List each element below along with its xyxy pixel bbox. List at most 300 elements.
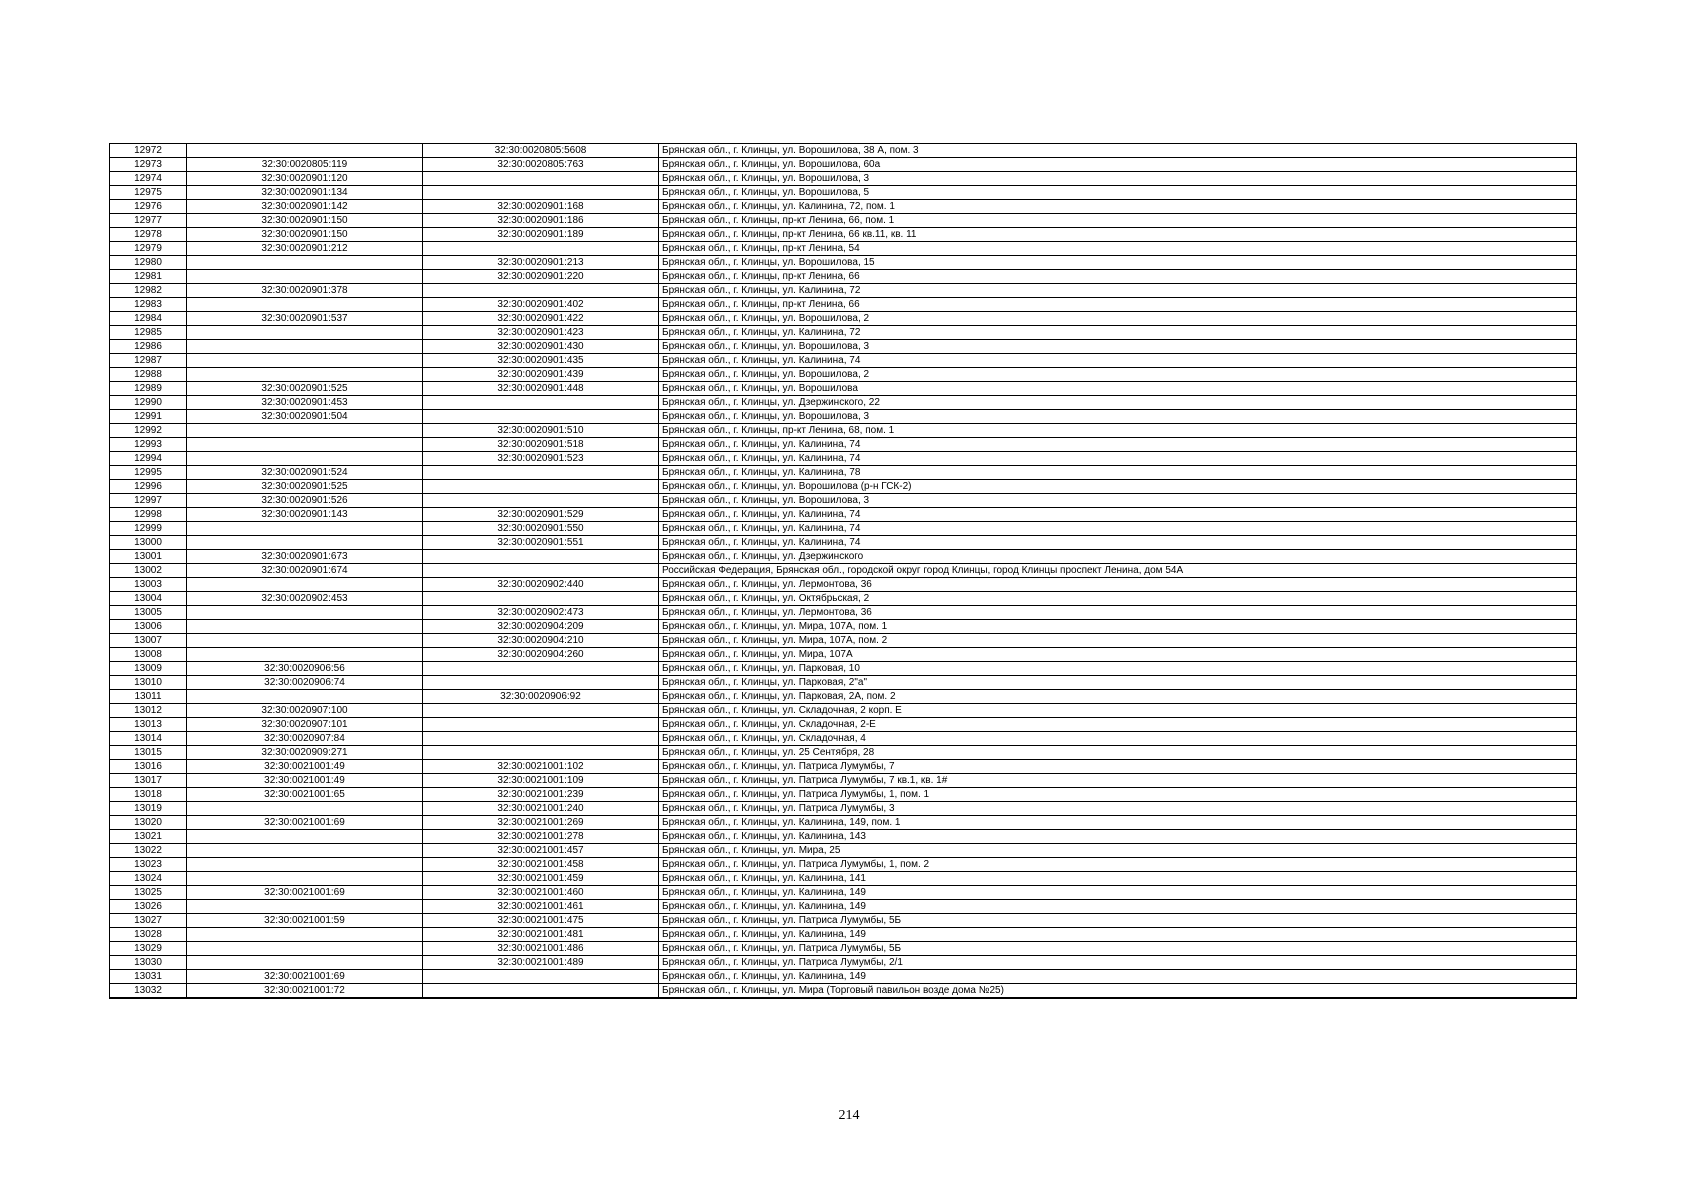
row-number-cell: 12999 xyxy=(110,522,187,536)
cadastral-number-cell: 32:30:0020901:453 xyxy=(187,396,423,410)
cadastral-number-cell: 32:30:0020902:453 xyxy=(187,592,423,606)
cadastral-number-cell xyxy=(187,830,423,844)
address-cell: Брянская обл., г. Клинцы, ул. Калинина, 149 xyxy=(659,900,1577,914)
building-cadastral-number-cell: 32:30:0021001:461 xyxy=(423,900,659,914)
cadastral-number-cell: 32:30:0021001:59 xyxy=(187,914,423,928)
address-cell: Брянская обл., г. Клинцы, ул. Лермонтова, 36 xyxy=(659,606,1577,620)
address-cell: Брянская обл., г. Клинцы, ул. Калинина, 149, пом. 1 xyxy=(659,816,1577,830)
address-cell: Брянская обл., г. Клинцы, ул. Парковая, 10 xyxy=(659,662,1577,676)
cadastral-number-cell: 32:30:0020909:271 xyxy=(187,746,423,760)
address-cell: Брянская обл., г. Клинцы, ул. Калинина, 74 xyxy=(659,354,1577,368)
row-number-cell: 13009 xyxy=(110,662,187,676)
cadastral-number-cell: 32:30:0020901:525 xyxy=(187,382,423,396)
row-number-cell: 13000 xyxy=(110,536,187,550)
building-cadastral-number-cell xyxy=(423,564,659,578)
row-number-cell: 13031 xyxy=(110,970,187,984)
address-cell: Брянская обл., г. Клинцы, ул. Ворошилова, 38 А, пом. 3 xyxy=(659,144,1577,158)
cadastral-number-cell: 32:30:0020901:150 xyxy=(187,214,423,228)
address-cell: Брянская обл., г. Клинцы, ул. Патриса Лумумбы, 5Б xyxy=(659,914,1577,928)
cadastral-number-cell: 32:30:0020906:74 xyxy=(187,676,423,690)
address-cell: Брянская обл., г. Клинцы, ул. Патриса Лумумбы, 7 xyxy=(659,760,1577,774)
building-cadastral-number-cell: 32:30:0020901:213 xyxy=(423,256,659,270)
table-row xyxy=(110,788,1577,802)
building-cadastral-number-cell: 32:30:0020901:220 xyxy=(423,270,659,284)
building-cadastral-number-cell xyxy=(423,662,659,676)
building-cadastral-number-cell: 32:30:0020901:402 xyxy=(423,298,659,312)
row-number-cell: 12973 xyxy=(110,158,187,172)
cadastral-number-cell xyxy=(187,522,423,536)
building-cadastral-number-cell: 32:30:0020901:523 xyxy=(423,452,659,466)
building-cadastral-number-cell: 32:30:0020901:551 xyxy=(423,536,659,550)
address-cell: Брянская обл., г. Клинцы, ул. Патриса Лумумбы, 7 кв.1, кв. 1# xyxy=(659,774,1577,788)
table-row xyxy=(110,480,1577,494)
table-row xyxy=(110,298,1577,312)
address-cell: Брянская обл., г. Клинцы, ул. Складочная, 4 xyxy=(659,732,1577,746)
table-row xyxy=(110,872,1577,886)
address-cell: Брянская обл., г. Клинцы, ул. Калинина, 74 xyxy=(659,452,1577,466)
cadastral-number-cell: 32:30:0020901:212 xyxy=(187,242,423,256)
cadastral-number-cell: 32:30:0020901:150 xyxy=(187,228,423,242)
table-row xyxy=(110,830,1577,844)
cadastral-number-cell: 32:30:0020901:537 xyxy=(187,312,423,326)
building-cadastral-number-cell: 32:30:0020901:439 xyxy=(423,368,659,382)
building-cadastral-number-cell xyxy=(423,242,659,256)
table-row xyxy=(110,186,1577,200)
row-number-cell: 13019 xyxy=(110,802,187,816)
table-row xyxy=(110,984,1577,999)
cadastral-number-cell: 32:30:0021001:69 xyxy=(187,886,423,900)
cadastral-number-cell: 32:30:0020901:674 xyxy=(187,564,423,578)
cadastral-number-cell xyxy=(187,438,423,452)
address-cell: Брянская обл., г. Клинцы, пр-кт Ленина, 68, пом. 1 xyxy=(659,424,1577,438)
building-cadastral-number-cell: 32:30:0021001:489 xyxy=(423,956,659,970)
row-number-cell: 12977 xyxy=(110,214,187,228)
address-cell: Брянская обл., г. Клинцы, ул. Складочная, 2-Е xyxy=(659,718,1577,732)
cadastral-number-cell xyxy=(187,942,423,956)
building-cadastral-number-cell: 32:30:0020805:763 xyxy=(423,158,659,172)
building-cadastral-number-cell: 32:30:0020901:186 xyxy=(423,214,659,228)
building-cadastral-number-cell: 32:30:0020901:435 xyxy=(423,354,659,368)
row-number-cell: 12984 xyxy=(110,312,187,326)
building-cadastral-number-cell: 32:30:0020901:510 xyxy=(423,424,659,438)
address-cell: Брянская обл., г. Клинцы, ул. Калинина, 74 xyxy=(659,438,1577,452)
cadastral-number-cell xyxy=(187,354,423,368)
table-row xyxy=(110,704,1577,718)
address-cell: Брянская обл., г. Клинцы, ул. 25 Сентября, 28 xyxy=(659,746,1577,760)
table-row xyxy=(110,438,1577,452)
table-row xyxy=(110,536,1577,550)
address-cell: Брянская обл., г. Клинцы, ул. Складочная, 2 корп. Е xyxy=(659,704,1577,718)
table-row xyxy=(110,620,1577,634)
row-number-cell: 13011 xyxy=(110,690,187,704)
row-number-cell: 12985 xyxy=(110,326,187,340)
row-number-cell: 13012 xyxy=(110,704,187,718)
table-row xyxy=(110,522,1577,536)
row-number-cell: 13016 xyxy=(110,760,187,774)
address-cell: Брянская обл., г. Клинцы, ул. Калинина, 149 xyxy=(659,886,1577,900)
row-number-cell: 12991 xyxy=(110,410,187,424)
building-cadastral-number-cell: 32:30:0020901:448 xyxy=(423,382,659,396)
row-number-cell: 13020 xyxy=(110,816,187,830)
table-row xyxy=(110,354,1577,368)
address-cell: Брянская обл., г. Клинцы, ул. Калинина, 149 xyxy=(659,928,1577,942)
row-number-cell: 12982 xyxy=(110,284,187,298)
cadastral-number-cell: 32:30:0021001:72 xyxy=(187,984,423,999)
table-row xyxy=(110,606,1577,620)
address-cell: Брянская обл., г. Клинцы, ул. Парковая, 2"а" xyxy=(659,676,1577,690)
row-number-cell: 13017 xyxy=(110,774,187,788)
table-row xyxy=(110,368,1577,382)
building-cadastral-number-cell: 32:30:0020901:518 xyxy=(423,438,659,452)
cadastral-number-cell: 32:30:0020907:101 xyxy=(187,718,423,732)
building-cadastral-number-cell xyxy=(423,284,659,298)
table-row xyxy=(110,858,1577,872)
cadastral-number-cell xyxy=(187,900,423,914)
building-cadastral-number-cell: 32:30:0021001:481 xyxy=(423,928,659,942)
page-number: 214 xyxy=(838,1108,860,1123)
cadastral-number-cell xyxy=(187,802,423,816)
address-cell: Брянская обл., г. Клинцы, ул. Парковая, 2А, пом. 2 xyxy=(659,690,1577,704)
building-cadastral-number-cell: 32:30:0020904:209 xyxy=(423,620,659,634)
row-number-cell: 13032 xyxy=(110,984,187,999)
building-cadastral-number-cell xyxy=(423,746,659,760)
cadastral-number-cell: 32:30:0020805:119 xyxy=(187,158,423,172)
table-row xyxy=(110,676,1577,690)
table-row xyxy=(110,200,1577,214)
building-cadastral-number-cell: 32:30:0021001:486 xyxy=(423,942,659,956)
building-cadastral-number-cell xyxy=(423,704,659,718)
address-cell: Брянская обл., г. Клинцы, ул. Калинина, 74 xyxy=(659,522,1577,536)
cadastral-number-cell xyxy=(187,270,423,284)
cadastral-number-cell: 32:30:0020901:526 xyxy=(187,494,423,508)
cadastral-number-cell xyxy=(187,928,423,942)
row-number-cell: 12994 xyxy=(110,452,187,466)
table-row xyxy=(110,228,1577,242)
cadastral-number-cell xyxy=(187,144,423,158)
table-row xyxy=(110,494,1577,508)
cadastral-number-cell: 32:30:0020906:56 xyxy=(187,662,423,676)
table-row xyxy=(110,900,1577,914)
row-number-cell: 13025 xyxy=(110,886,187,900)
table-row xyxy=(110,956,1577,970)
address-cell: Брянская обл., г. Клинцы, ул. Мира, 107А, пом. 1 xyxy=(659,620,1577,634)
table-row xyxy=(110,340,1577,354)
table-row xyxy=(110,452,1577,466)
cadastral-number-cell: 32:30:0020901:378 xyxy=(187,284,423,298)
cadastral-number-cell xyxy=(187,256,423,270)
cadastral-number-cell: 32:30:0020907:84 xyxy=(187,732,423,746)
address-cell: Брянская обл., г. Клинцы, ул. Патриса Лумумбы, 5Б xyxy=(659,942,1577,956)
row-number-cell: 12992 xyxy=(110,424,187,438)
cadastral-number-cell: 32:30:0021001:69 xyxy=(187,970,423,984)
building-cadastral-number-cell xyxy=(423,676,659,690)
table-row xyxy=(110,816,1577,830)
cadastral-number-cell: 32:30:0020901:504 xyxy=(187,410,423,424)
building-cadastral-number-cell xyxy=(423,480,659,494)
table-row xyxy=(110,284,1577,298)
building-cadastral-number-cell xyxy=(423,172,659,186)
address-cell: Брянская обл., г. Клинцы, ул. Калинина, 74 xyxy=(659,536,1577,550)
row-number-cell: 13030 xyxy=(110,956,187,970)
address-cell: Брянская обл., г. Клинцы, ул. Мира, 107А xyxy=(659,648,1577,662)
table-row xyxy=(110,592,1577,606)
address-cell: Брянская обл., г. Клинцы, ул. Патриса Лумумбы, 1, пом. 2 xyxy=(659,858,1577,872)
cadastral-number-cell: 32:30:0020901:525 xyxy=(187,480,423,494)
address-cell: Брянская обл., г. Клинцы, ул. Ворошилова, 15 xyxy=(659,256,1577,270)
address-cell: Брянская обл., г. Клинцы, ул. Дзержинского xyxy=(659,550,1577,564)
address-cell: Брянская обл., г. Клинцы, ул. Ворошилова, 2 xyxy=(659,312,1577,326)
cadastral-number-cell: 32:30:0021001:49 xyxy=(187,774,423,788)
address-cell: Брянская обл., г. Клинцы, ул. Калинина, 141 xyxy=(659,872,1577,886)
row-number-cell: 13014 xyxy=(110,732,187,746)
cadastral-number-cell xyxy=(187,648,423,662)
building-cadastral-number-cell xyxy=(423,592,659,606)
row-number-cell: 12989 xyxy=(110,382,187,396)
row-number-cell: 13003 xyxy=(110,578,187,592)
row-number-cell: 13023 xyxy=(110,858,187,872)
address-cell: Брянская обл., г. Клинцы, ул. Калинина, 149 xyxy=(659,970,1577,984)
building-cadastral-number-cell: 32:30:0021001:459 xyxy=(423,872,659,886)
table-row xyxy=(110,312,1577,326)
building-cadastral-number-cell: 32:30:0020901:422 xyxy=(423,312,659,326)
row-number-cell: 13018 xyxy=(110,788,187,802)
table-row xyxy=(110,508,1577,522)
row-number-cell: 12998 xyxy=(110,508,187,522)
cadastral-number-cell xyxy=(187,340,423,354)
row-number-cell: 13027 xyxy=(110,914,187,928)
address-cell: Брянская обл., г. Клинцы, ул. Лермонтова, 36 xyxy=(659,578,1577,592)
building-cadastral-number-cell: 32:30:0020906:92 xyxy=(423,690,659,704)
building-cadastral-number-cell xyxy=(423,186,659,200)
table-row xyxy=(110,662,1577,676)
building-cadastral-number-cell: 32:30:0020901:550 xyxy=(423,522,659,536)
row-number-cell: 12983 xyxy=(110,298,187,312)
address-cell: Брянская обл., г. Клинцы, ул. Дзержинского, 22 xyxy=(659,396,1577,410)
table-row xyxy=(110,844,1577,858)
row-number-cell: 13026 xyxy=(110,900,187,914)
table-row xyxy=(110,214,1577,228)
table-row xyxy=(110,648,1577,662)
table-row xyxy=(110,928,1577,942)
row-number-cell: 12997 xyxy=(110,494,187,508)
row-number-cell: 12990 xyxy=(110,396,187,410)
table-row xyxy=(110,746,1577,760)
row-number-cell: 12978 xyxy=(110,228,187,242)
address-cell: Брянская обл., г. Клинцы, пр-кт Ленина, 66 xyxy=(659,270,1577,284)
address-cell: Брянская обл., г. Клинцы, ул. Калинина, 78 xyxy=(659,466,1577,480)
table-row xyxy=(110,886,1577,900)
row-number-cell: 13010 xyxy=(110,676,187,690)
table-row xyxy=(110,382,1577,396)
table-row xyxy=(110,270,1577,284)
building-cadastral-number-cell xyxy=(423,550,659,564)
row-number-cell: 12996 xyxy=(110,480,187,494)
table-row xyxy=(110,914,1577,928)
row-number-cell: 13008 xyxy=(110,648,187,662)
table-row xyxy=(110,760,1577,774)
address-cell: Брянская обл., г. Клинцы, ул. Калинина, 72 xyxy=(659,326,1577,340)
cadastral-number-cell xyxy=(187,858,423,872)
cadastral-number-cell xyxy=(187,368,423,382)
address-cell: Брянская обл., г. Клинцы, ул. Калинина, 72 xyxy=(659,284,1577,298)
address-cell: Брянская обл., г. Клинцы, ул. Ворошилова, 2 xyxy=(659,368,1577,382)
address-cell: Брянская обл., г. Клинцы, ул. Мира, 107А, пом. 2 xyxy=(659,634,1577,648)
address-cell: Брянская обл., г. Клинцы, ул. Патриса Лумумбы, 2/1 xyxy=(659,956,1577,970)
cadastral-number-cell: 32:30:0020901:142 xyxy=(187,200,423,214)
building-cadastral-number-cell xyxy=(423,396,659,410)
building-cadastral-number-cell xyxy=(423,732,659,746)
cadastral-number-cell: 32:30:0020901:120 xyxy=(187,172,423,186)
building-cadastral-number-cell: 32:30:0020901:529 xyxy=(423,508,659,522)
building-cadastral-number-cell: 32:30:0020901:189 xyxy=(423,228,659,242)
table-row xyxy=(110,564,1577,578)
cadastral-number-cell: 32:30:0021001:69 xyxy=(187,816,423,830)
address-cell: Брянская обл., г. Клинцы, ул. Калинина, 74 xyxy=(659,508,1577,522)
address-cell: Брянская обл., г. Клинцы, ул. Мира (Торговый павильон возде дома №25) xyxy=(659,984,1577,999)
address-cell: Брянская обл., г. Клинцы, ул. Патриса Лумумбы, 1, пом. 1 xyxy=(659,788,1577,802)
building-cadastral-number-cell: 32:30:0021001:109 xyxy=(423,774,659,788)
cadastral-number-cell xyxy=(187,956,423,970)
building-cadastral-number-cell xyxy=(423,494,659,508)
building-cadastral-number-cell: 32:30:0021001:239 xyxy=(423,788,659,802)
table-row xyxy=(110,718,1577,732)
table-row xyxy=(110,802,1577,816)
address-cell: Брянская обл., г. Клинцы, ул. Ворошилова, 3 xyxy=(659,410,1577,424)
address-cell: Брянская обл., г. Клинцы, ул. Ворошилова, 5 xyxy=(659,186,1577,200)
row-number-cell: 13015 xyxy=(110,746,187,760)
address-cell: Брянская обл., г. Клинцы, ул. Ворошилова (р-н ГСК-2) xyxy=(659,480,1577,494)
row-number-cell: 13024 xyxy=(110,872,187,886)
address-cell: Брянская обл., г. Клинцы, ул. Патриса Лумумбы, 3 xyxy=(659,802,1577,816)
table-row xyxy=(110,242,1577,256)
row-number-cell: 13001 xyxy=(110,550,187,564)
row-number-cell: 12988 xyxy=(110,368,187,382)
row-number-cell: 13007 xyxy=(110,634,187,648)
address-cell: Брянская обл., г. Клинцы, пр-кт Ленина, 66 кв.11, кв. 11 xyxy=(659,228,1577,242)
row-number-cell: 12987 xyxy=(110,354,187,368)
row-number-cell: 13004 xyxy=(110,592,187,606)
table-row xyxy=(110,550,1577,564)
row-number-cell: 13028 xyxy=(110,928,187,942)
building-cadastral-number-cell: 32:30:0020904:210 xyxy=(423,634,659,648)
row-number-cell: 12979 xyxy=(110,242,187,256)
row-number-cell: 13002 xyxy=(110,564,187,578)
building-cadastral-number-cell: 32:30:0020901:430 xyxy=(423,340,659,354)
row-number-cell: 12980 xyxy=(110,256,187,270)
row-number-cell: 13006 xyxy=(110,620,187,634)
cadastral-number-cell xyxy=(187,326,423,340)
table-row xyxy=(110,410,1577,424)
address-cell: Брянская обл., г. Клинцы, пр-кт Ленина, 54 xyxy=(659,242,1577,256)
building-cadastral-number-cell: 32:30:0021001:460 xyxy=(423,886,659,900)
row-number-cell: 12986 xyxy=(110,340,187,354)
address-cell: Брянская обл., г. Клинцы, ул. Ворошилова, 60а xyxy=(659,158,1577,172)
row-number-cell: 12981 xyxy=(110,270,187,284)
cadastral-number-cell: 32:30:0021001:65 xyxy=(187,788,423,802)
row-number-cell: 13013 xyxy=(110,718,187,732)
address-cell: Брянская обл., г. Клинцы, пр-кт Ленина, 66, пом. 1 xyxy=(659,214,1577,228)
cadastral-number-cell xyxy=(187,620,423,634)
building-cadastral-number-cell: 32:30:0021001:102 xyxy=(423,760,659,774)
cadastral-number-cell xyxy=(187,844,423,858)
cadastral-number-cell xyxy=(187,578,423,592)
address-cell: Брянская обл., г. Клинцы, ул. Ворошилова, 3 xyxy=(659,340,1577,354)
cadastral-number-cell xyxy=(187,690,423,704)
address-cell: Российская Федерация, Брянская обл., городской округ город Клинцы, город Клинцы проспект Ленина, дом 54А xyxy=(659,564,1577,578)
cadastral-number-cell: 32:30:0020901:134 xyxy=(187,186,423,200)
row-number-cell: 12993 xyxy=(110,438,187,452)
building-cadastral-number-cell xyxy=(423,466,659,480)
table-row xyxy=(110,634,1577,648)
table-row xyxy=(110,970,1577,984)
building-cadastral-number-cell: 32:30:0020901:423 xyxy=(423,326,659,340)
cadastral-number-cell xyxy=(187,872,423,886)
table-row xyxy=(110,172,1577,186)
cadastral-number-cell xyxy=(187,536,423,550)
address-cell: Брянская обл., г. Клинцы, ул. Октябрьская, 2 xyxy=(659,592,1577,606)
building-cadastral-number-cell: 32:30:0020901:168 xyxy=(423,200,659,214)
cadastral-number-cell: 32:30:0020901:143 xyxy=(187,508,423,522)
building-cadastral-number-cell: 32:30:0020902:440 xyxy=(423,578,659,592)
table-row xyxy=(110,732,1577,746)
table-row xyxy=(110,158,1577,172)
registry-table xyxy=(109,143,1577,999)
cadastral-number-cell xyxy=(187,424,423,438)
address-cell: Брянская обл., г. Клинцы, ул. Ворошилова xyxy=(659,382,1577,396)
building-cadastral-number-cell xyxy=(423,410,659,424)
building-cadastral-number-cell: 32:30:0021001:475 xyxy=(423,914,659,928)
building-cadastral-number-cell xyxy=(423,970,659,984)
row-number-cell: 12974 xyxy=(110,172,187,186)
row-number-cell: 12976 xyxy=(110,200,187,214)
cadastral-number-cell xyxy=(187,606,423,620)
row-number-cell: 12995 xyxy=(110,466,187,480)
row-number-cell: 13021 xyxy=(110,830,187,844)
building-cadastral-number-cell: 32:30:0021001:269 xyxy=(423,816,659,830)
table-row xyxy=(110,144,1577,158)
address-cell: Брянская обл., г. Клинцы, ул. Ворошилова, 3 xyxy=(659,494,1577,508)
address-cell: Брянская обл., г. Клинцы, ул. Калинина, 143 xyxy=(659,830,1577,844)
building-cadastral-number-cell: 32:30:0021001:458 xyxy=(423,858,659,872)
building-cadastral-number-cell: 32:30:0021001:278 xyxy=(423,830,659,844)
building-cadastral-number-cell xyxy=(423,984,659,999)
cadastral-number-cell: 32:30:0021001:49 xyxy=(187,760,423,774)
table-row xyxy=(110,774,1577,788)
row-number-cell: 12972 xyxy=(110,144,187,158)
building-cadastral-number-cell: 32:30:0021001:457 xyxy=(423,844,659,858)
building-cadastral-number-cell: 32:30:0021001:240 xyxy=(423,802,659,816)
row-number-cell: 13005 xyxy=(110,606,187,620)
row-number-cell: 13029 xyxy=(110,942,187,956)
address-cell: Брянская обл., г. Клинцы, пр-кт Ленина, 66 xyxy=(659,298,1577,312)
cadastral-number-cell xyxy=(187,298,423,312)
table-row xyxy=(110,424,1577,438)
address-cell: Брянская обл., г. Клинцы, ул. Калинина, 72, пом. 1 xyxy=(659,200,1577,214)
row-number-cell: 13022 xyxy=(110,844,187,858)
cadastral-number-cell xyxy=(187,634,423,648)
cadastral-number-cell: 32:30:0020907:100 xyxy=(187,704,423,718)
building-cadastral-number-cell: 32:30:0020904:260 xyxy=(423,648,659,662)
address-cell: Брянская обл., г. Клинцы, ул. Ворошилова, 3 xyxy=(659,172,1577,186)
building-cadastral-number-cell xyxy=(423,718,659,732)
table-row xyxy=(110,396,1577,410)
row-number-cell: 12975 xyxy=(110,186,187,200)
cadastral-number-cell: 32:30:0020901:524 xyxy=(187,466,423,480)
building-cadastral-number-cell: 32:30:0020902:473 xyxy=(423,606,659,620)
registry-table-body xyxy=(110,144,1577,999)
table-row xyxy=(110,326,1577,340)
table-row xyxy=(110,690,1577,704)
